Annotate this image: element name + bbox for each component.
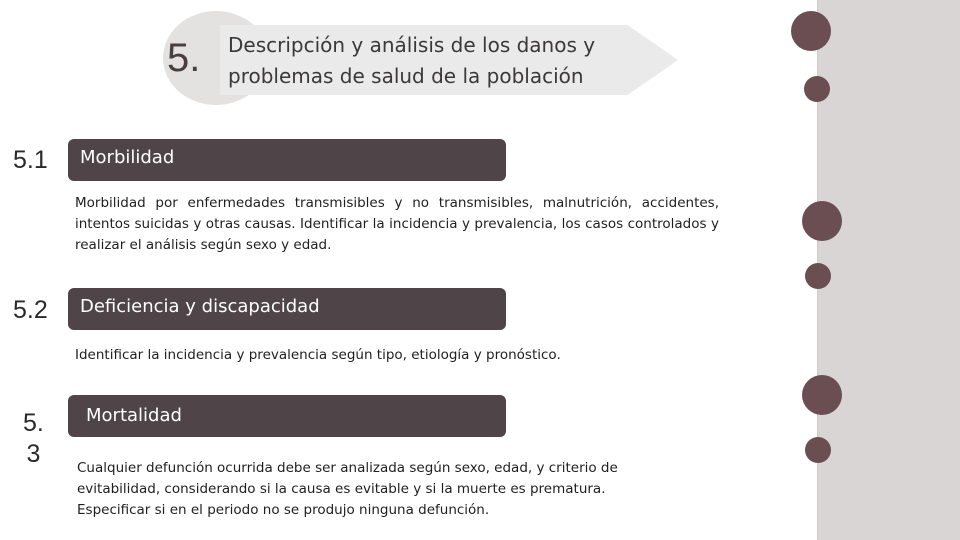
- header-number: 5.: [167, 36, 201, 80]
- decorative-dot-large: [802, 201, 842, 241]
- side-panel: [817, 0, 960, 540]
- page-title: [228, 30, 595, 92]
- section-number-line2: 3: [26, 440, 41, 468]
- section-description: Morbilidad por enfermedades transmisibles y no transmisibles, malnutrición, accidentes, intentos suicidas y otras causas. Identificar la incidencia y prevalencia, los casos controlados y realizar el análisis según sexo y edad.: [75, 195, 719, 253]
- decorative-dot-small: [804, 76, 830, 102]
- section-number: 5.1: [13, 146, 48, 174]
- section-number: 5.2: [13, 296, 48, 324]
- decorative-dot-small: [805, 437, 831, 463]
- section-description: Identificar la incidencia y prevalencia según tipo, etiología y pronóstico.: [75, 347, 561, 363]
- section-description: Cualquier defunción ocurrida debe ser analizada según sexo, edad, y criterio de evitabilidad, considerando si la causa es evitable y si la muerte es prematura. Especificar si en el periodo no se produjo ninguna defunción.: [77, 460, 618, 518]
- page-title-line2: problemas de salud de la población: [228, 64, 584, 88]
- section-title-bar: Morbilidad: [68, 139, 506, 181]
- section-number-line1: 5.: [23, 409, 44, 437]
- section-title-bar: Mortalidad: [68, 395, 506, 437]
- section-number: [23, 408, 44, 470]
- decorative-dot-large: [802, 375, 842, 415]
- page-title-line1: Descripción y análisis de los danos y: [228, 33, 596, 57]
- section-title-bar: Deficiencia y discapacidad: [68, 288, 506, 330]
- decorative-dot-small: [805, 263, 831, 289]
- decorative-dot-large: [791, 11, 831, 51]
